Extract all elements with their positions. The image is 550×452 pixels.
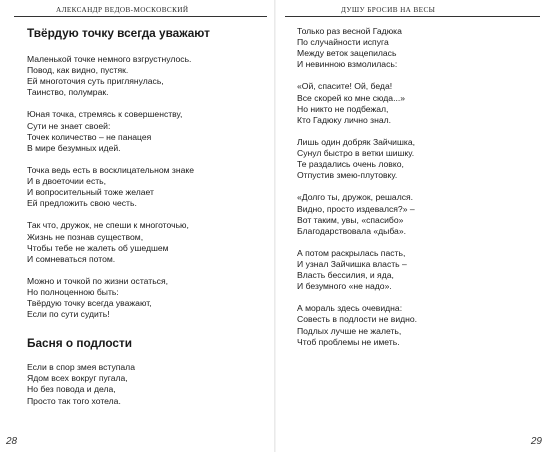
stanza [297,192,537,236]
verse-line: Ей предложить свою честь. [27,198,137,209]
fable-body [27,362,267,406]
verse-line: Таинство, полумрак. [27,87,109,98]
verse-line: И в двоеточии есть, [27,176,107,187]
verse-line: Если по сути судить! [27,309,110,320]
verse-line: И невинною взмолилась: [297,59,398,70]
verse-line: Отпустив змею-плутовку. [297,170,398,181]
verse-line: Просто так того хотела. [27,395,121,406]
stanza [297,26,537,70]
header-rule [14,16,267,17]
verse-line: Лишь один добряк Зайчишка, [297,136,415,147]
verse-line: Но без повода и дела, [27,384,116,395]
verse-line: По случайности испуга [297,37,389,48]
verse-line: Так что, дружок, не спеши к многоточью, [27,220,189,231]
verse-line: Все скорей ко мне сюда...» [297,92,406,103]
stanza [297,248,537,292]
poem-body [27,54,267,320]
stanza [27,109,267,153]
page-number-right: 29 [530,436,542,447]
fable-body-continued [297,26,537,348]
running-head-book-title: ДУШУ БРОСИВ НА ВЕСЫ [341,6,436,14]
verse-line: Точка ведь есть в восклицательном знаке [27,164,195,175]
verse-line: Маленькой точке немного взгрустнулось. [27,54,192,64]
verse-line: Власть бессилия, и яда, [297,270,394,281]
verse-line: Видно, просто издевался?» – [297,203,415,214]
verse-line: «Долго ты, дружок, решался. [297,192,414,203]
verse-line: Но никто не подбежал, [297,103,389,114]
page-number-left: 28 [6,436,18,447]
stanza [27,165,267,209]
stanza [297,81,537,125]
verse-line: Сути не знает своей: [27,120,111,131]
poem-title: Твёрдую точку всегда уважают [27,26,210,40]
verse-line: Точек количество – не панацея [27,131,152,142]
verse-line: И сомневаться потом. [27,253,116,264]
stanza [27,54,267,98]
verse-line: И безумного «не надо». [297,281,392,292]
verse-line: Кто Гадюку лично знал. [297,114,392,125]
verse-line: Жизнь не познав существом, [27,231,144,242]
stanza [297,303,537,347]
verse-line: Чтоб проблемы не иметь. [297,336,400,347]
verse-line: Те раздались очень ловко, [297,159,404,170]
verse-line: Юная точка, стремясь к совершенству, [27,109,183,120]
running-head-author: АЛЕКСАНДР ВЕДОВ-МОСКОВСКИЙ [56,6,189,14]
verse-line: Только раз весной Гадюка [297,26,402,36]
verse-line: Но полноценною быть: [27,286,119,297]
verse-line: И вопросительный тоже желает [27,187,154,198]
verse-line: Подлых лучше не жалеть, [297,325,402,336]
verse-line: В мире безумных идей. [27,142,121,153]
right-page [275,0,550,452]
verse-line: Твёрдую точку всегда уважают, [27,298,152,309]
verse-line: А мораль здесь очевидна: [297,303,403,314]
verse-line: Между веток зацепилась [297,48,397,59]
verse-line: Вот таким, увы, «спасибо» [297,214,404,225]
verse-line: Совесть в подлости не видно. [297,314,418,325]
stanza [27,362,267,406]
verse-line: Если в спор змея вступала [27,362,135,373]
right-page-content [297,26,537,359]
verse-line: Ей многоточия суть приглянулась, [27,76,164,87]
verse-line: Благодарствовала «дыба». [297,225,406,236]
verse-line: Повод, как видно, пустяк. [27,65,129,76]
stanza [297,137,537,181]
verse-line: И узнал Зайчишка власть – [297,258,407,269]
stanza [27,220,267,264]
left-page-content [27,22,267,418]
header-rule [285,16,540,17]
verse-line: Можно и точкой по жизни остаться, [27,275,169,286]
verse-line: Сунул быстро в ветки шишку. [297,148,415,159]
verse-line: «Ой, спасите! Ой, беда! [297,81,393,92]
verse-line: Ядом всех вокруг пугала, [27,373,128,384]
verse-line: А потом раскрылась пасть, [297,247,406,258]
poem-title-fable: Басня о подлости [27,336,133,351]
stanza [27,276,267,320]
verse-line: Чтобы тебе не жалеть об ушедшем [27,242,169,253]
